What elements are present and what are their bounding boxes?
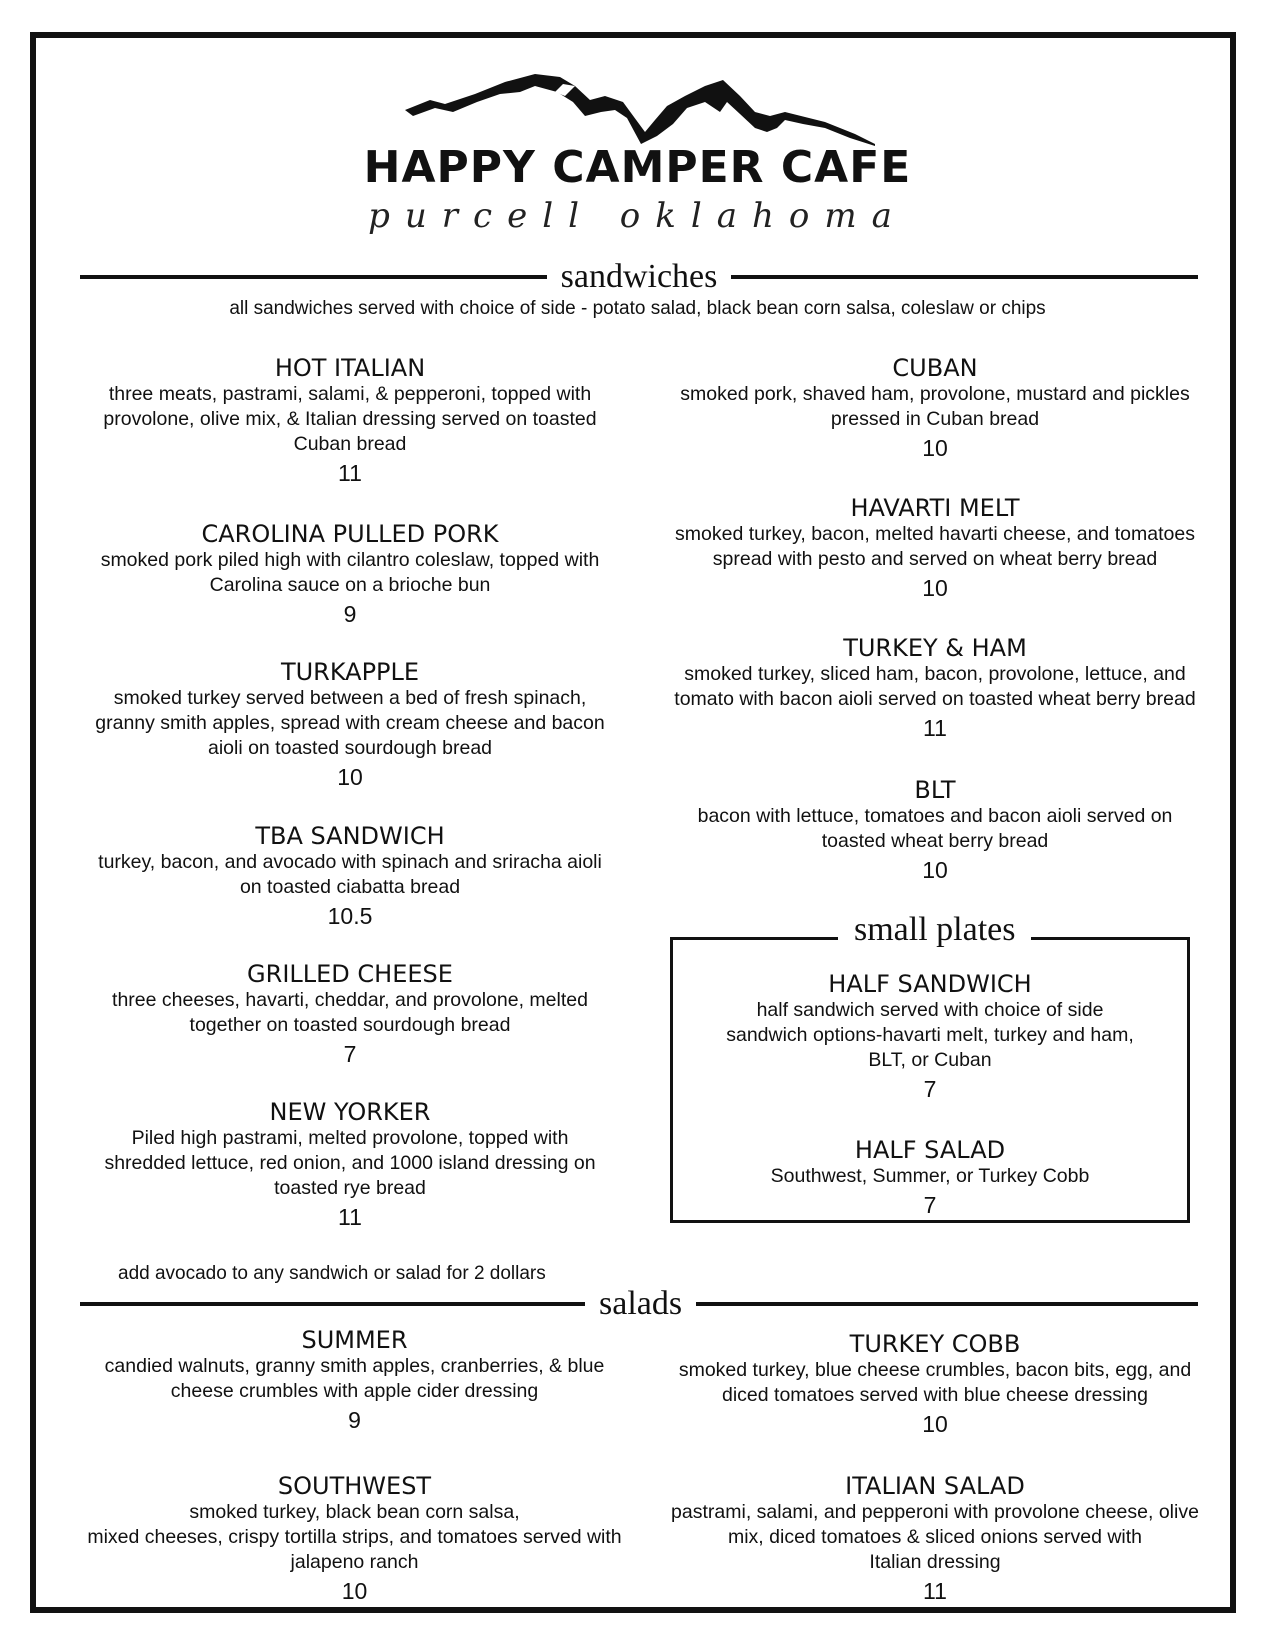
item-description: Southwest, Summer, or Turkey Cobb <box>770 1165 1090 1187</box>
item-description: smoked turkey served between a bed of fresh spinach, <box>113 687 587 709</box>
item-name: SOUTHWEST <box>277 1472 432 1500</box>
item-description: on toasted ciabatta bread <box>239 876 461 898</box>
menu-item <box>70 822 630 932</box>
menu-item <box>650 776 1220 886</box>
item-description: cheese crumbles with apple cider dressing <box>170 1380 539 1402</box>
menu-item <box>70 354 630 489</box>
divider <box>80 275 547 279</box>
item-name: TURKAPPLE <box>280 658 420 686</box>
item-price: 9 <box>343 601 357 627</box>
item-description: bacon with lettuce, tomatoes and bacon aioli served on <box>697 805 1173 827</box>
item-price: 10 <box>341 1578 368 1604</box>
divider <box>80 1302 585 1306</box>
item-name: HALF SALAD <box>854 1136 1006 1164</box>
item-description: aioli on toasted sourdough bread <box>207 737 493 759</box>
item-name: HALF SANDWICH <box>828 970 1032 998</box>
item-name: HOT ITALIAN <box>274 354 426 382</box>
item-description: Piled high pastrami, melted provolone, topped with <box>131 1127 569 1149</box>
menu-item <box>70 960 630 1070</box>
item-description: three meats, pastrami, salami, & pepperoni, topped with <box>108 383 592 405</box>
item-price: 10 <box>337 764 363 790</box>
menu-item <box>650 1330 1220 1440</box>
item-description: sandwich options-havarti melt, turkey and ham, <box>726 1024 1134 1046</box>
divider <box>696 1302 1198 1306</box>
salads-title: salads <box>599 1285 683 1322</box>
item-price: 10 <box>922 435 948 461</box>
menu-item <box>680 1136 1180 1221</box>
cafe-location: purcell oklahoma <box>368 196 907 236</box>
item-description: smoked pork piled high with cilantro coleslaw, topped with <box>100 549 600 571</box>
item-name: TURKEY & HAM <box>843 634 1027 662</box>
item-price: 7 <box>343 1041 357 1067</box>
item-description: mixed cheeses, crispy tortilla strips, and tomatoes served with <box>87 1526 622 1548</box>
item-description: pastrami, salami, and pepperoni with provolone cheese, olive <box>671 1501 1199 1523</box>
item-price: 11 <box>923 715 947 741</box>
menu-item <box>650 634 1220 744</box>
item-description: half sandwich served with choice of side <box>756 999 1104 1021</box>
menu-item <box>650 494 1220 604</box>
item-price: 7 <box>923 1192 937 1218</box>
item-price: 7 <box>923 1076 937 1102</box>
item-name: BLT <box>914 776 956 804</box>
item-price: 10 <box>922 1411 948 1437</box>
item-description: jalapeno ranch <box>290 1551 419 1573</box>
item-description: provolone, olive mix, & Italian dressing served on toasted <box>103 408 597 430</box>
item-name: NEW YORKER <box>269 1098 431 1126</box>
menu-item <box>70 658 630 793</box>
menu-item <box>680 970 1180 1105</box>
item-description: smoked turkey, black bean corn salsa, <box>189 1501 520 1523</box>
item-description: granny smith apples, spread with cream cheese and bacon <box>95 712 605 734</box>
item-name: GRILLED CHEESE <box>247 960 453 988</box>
item-description: pressed in Cuban bread <box>830 408 1040 430</box>
item-description: tomato with bacon aioli served on toasted wheat berry bread <box>674 688 1196 710</box>
sandwiches-title: sandwiches <box>560 258 718 295</box>
item-price: 10.5 <box>327 903 373 929</box>
item-description: turkey, bacon, and avocado with spinach and sriracha aioli <box>98 851 602 873</box>
small-plates-title: small plates <box>854 911 1016 948</box>
item-price: 9 <box>348 1407 361 1433</box>
item-description: together on toasted sourdough bread <box>189 1014 511 1036</box>
menu-item <box>650 354 1220 464</box>
item-description: smoked turkey, blue cheese crumbles, bacon bits, egg, and <box>678 1359 1192 1381</box>
item-description: BLT, or Cuban <box>868 1049 992 1071</box>
cafe-title: HAPPY CAMPER CAFE <box>363 142 912 193</box>
item-description: smoked pork, shaved ham, provolone, mustard and pickles <box>680 383 1190 405</box>
item-description: Carolina sauce on a brioche bun <box>209 574 491 596</box>
item-price: 10 <box>922 575 948 601</box>
item-price: 11 <box>338 1204 362 1230</box>
small-plates-heading <box>838 913 1031 947</box>
sandwiches-heading <box>80 260 1198 294</box>
menu-item <box>62 1472 647 1607</box>
divider <box>731 275 1198 279</box>
item-name: TBA SANDWICH <box>255 822 445 850</box>
item-name: SUMMER <box>301 1326 408 1354</box>
item-description: Cuban bread <box>293 433 407 455</box>
item-price: 10 <box>922 857 948 883</box>
item-price: 11 <box>923 1578 947 1604</box>
avocado-note: add avocado to any sandwich or salad for 2 dollars <box>118 1263 546 1284</box>
item-price: 11 <box>338 460 362 486</box>
item-description: spread with pesto and served on wheat berry bread <box>712 548 1158 570</box>
item-description: smoked turkey, bacon, melted havarti cheese, and tomatoes <box>675 523 1195 545</box>
menu-item <box>62 1326 647 1436</box>
sides-note: all sandwiches served with choice of side - potato salad, black bean corn salsa, coleslaw or chips <box>229 298 1046 319</box>
item-description: mix, diced tomatoes & sliced onions served with <box>727 1526 1143 1548</box>
item-description: diced tomatoes served with blue cheese dressing <box>722 1384 1148 1406</box>
menu-item <box>70 1098 630 1233</box>
item-name: CAROLINA PULLED PORK <box>201 520 499 548</box>
item-name: ITALIAN SALAD <box>845 1472 1025 1500</box>
item-description: candied walnuts, granny smith apples, cranberries, & blue <box>104 1355 605 1377</box>
item-name: CUBAN <box>892 354 978 382</box>
item-description: shredded lettuce, red onion, and 1000 island dressing on <box>104 1152 596 1174</box>
item-description: Italian dressing <box>869 1551 1001 1573</box>
item-description: toasted rye bread <box>274 1177 426 1199</box>
item-name: HAVARTI MELT <box>850 494 1020 522</box>
menu-item <box>70 520 630 630</box>
item-description: toasted wheat berry bread <box>821 830 1049 852</box>
item-name: TURKEY COBB <box>849 1330 1021 1358</box>
item-description: three cheeses, havarti, cheddar, and provolone, melted <box>112 989 588 1011</box>
item-description: smoked turkey, sliced ham, bacon, provolone, lettuce, and <box>684 663 1186 685</box>
salads-heading <box>80 1287 1198 1321</box>
menu-item <box>650 1472 1220 1607</box>
